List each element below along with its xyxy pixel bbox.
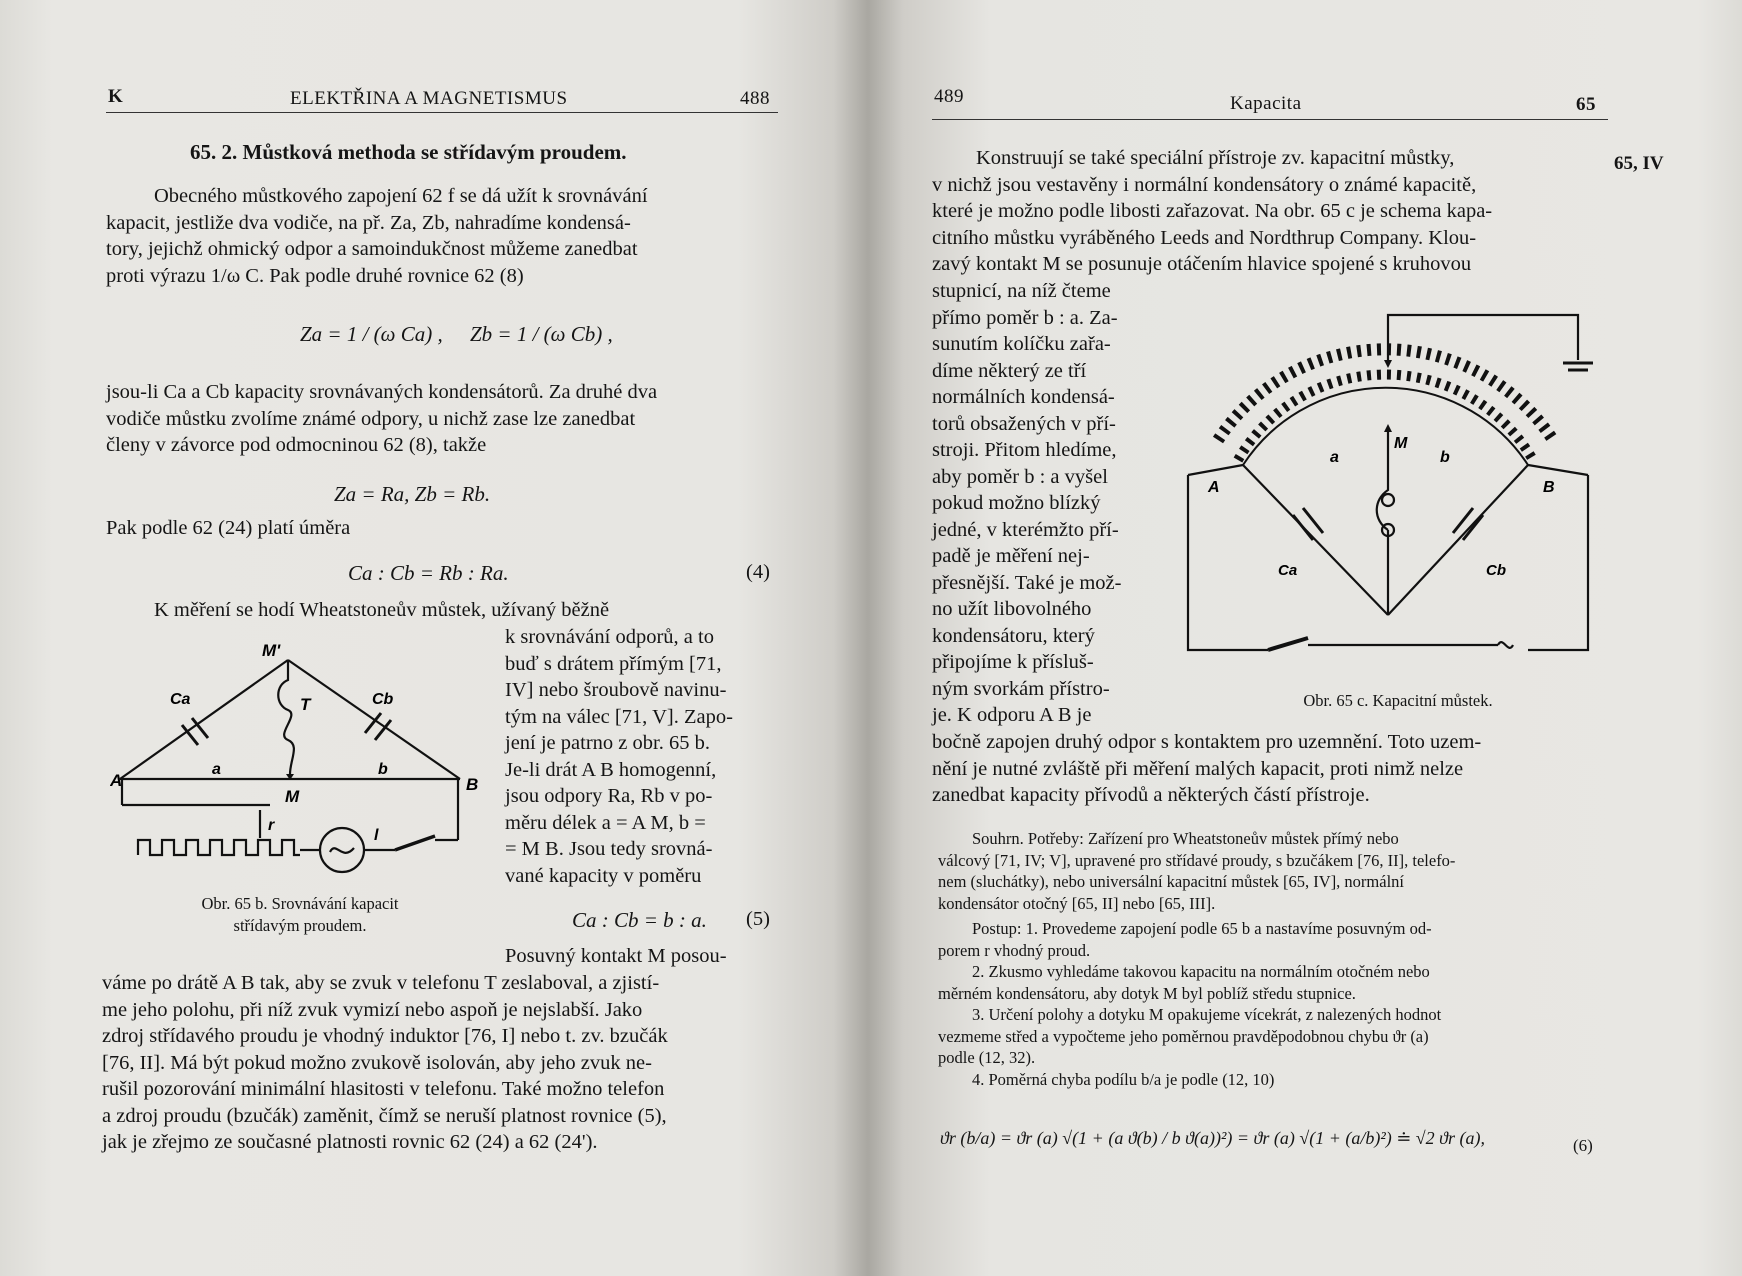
label-ca: Ca	[1278, 562, 1298, 579]
label-a-segment: a	[212, 761, 221, 778]
line: rušil pozorování minimální hlasitosti v telefonu. Také možno telefon	[102, 1078, 665, 1100]
line: přímo poměr b : a. Za-	[932, 306, 1118, 329]
equation-6: ϑr (b/a) = ϑr (a) √(1 + (a ϑ(b) / b ϑ(a))²) = ϑr (a) √(1 + (a/b)²) ≐ √2 ϑr (a),	[940, 1128, 1486, 1148]
line: citního můstku vyráběného Leeds and Nordthrup Company. Klou-	[932, 226, 1477, 249]
paragraph-1-side	[932, 278, 1148, 729]
line: zdroj střídavého proudu je vhodný induktor [76, I] nebo t. zv. bzučák	[102, 1025, 668, 1047]
line: me jeho polohu, při níž zvuk vymizí nebo aspoň je nejslabší. Jako	[102, 998, 643, 1021]
label-b-segment: b	[1440, 449, 1450, 466]
line: nění je nutné zvláště při měření malých kapacit, proti nimž nelze	[932, 757, 1464, 780]
line: sunutím kolíčku zařa-	[932, 333, 1111, 355]
slider-arrow	[1384, 424, 1392, 432]
contact-circle	[1382, 494, 1394, 506]
equation-4-number: (5)	[746, 908, 770, 930]
line: je. K odporu A B je	[932, 704, 1092, 726]
equation-3: Ca : Cb = Rb : Ra.	[348, 561, 509, 585]
wire-right-loop	[1528, 475, 1588, 650]
label-cb: Cb	[1486, 562, 1506, 579]
line: válcový [71, IV; V], upravené pro střídavé proudy, s bzučákem [76, II], telefo-	[938, 850, 1456, 870]
line: tým na válec [71, V]. Zapo-	[505, 705, 733, 728]
ac-source	[320, 828, 364, 872]
wire-ca	[1243, 465, 1388, 615]
label-b-node: B	[466, 775, 479, 794]
label-m: M	[285, 787, 300, 806]
procedure	[938, 918, 1606, 1090]
line: jsou-li Ca a Cb kapacity srovnávaných kondensátorů. Za druhé dva	[106, 381, 658, 403]
page-number: 488	[740, 88, 770, 109]
equation-2: Za = Ra, Zb = Rb.	[334, 482, 491, 506]
summary	[938, 828, 1606, 914]
line: 4. Poměrná chyba podílu b/a je podle (12, 10)	[972, 1069, 1275, 1089]
equation-3-number: (4)	[746, 561, 770, 583]
telephone-wire	[278, 660, 294, 774]
label-b-node: B	[1543, 479, 1555, 496]
label-m-prime: M'	[262, 641, 281, 660]
figure-65b-caption	[140, 893, 460, 937]
line: jak je zřejmo ze současné platnosti rovnic 62 (24) a 62 (24').	[102, 1131, 598, 1153]
paragraph-1-rest	[932, 729, 1608, 809]
line: připojíme k přísluš-	[932, 651, 1094, 673]
line: a zdroj proudu (bzučák) zaměnit, čímž se neruší platnost rovnice (5),	[102, 1104, 667, 1127]
line: měru délek a = A M, b =	[505, 811, 706, 834]
line: členy v závorce pod odmocninou 62 (8), takže	[106, 434, 487, 456]
header-rule	[106, 112, 778, 113]
wire-to-m	[1377, 430, 1388, 530]
line: porem r vhodný proud.	[938, 940, 1091, 960]
line: vané kapacity v poměru	[505, 864, 702, 887]
equation-1a: Za = 1 / (ω Ca) ,	[300, 322, 443, 346]
line: kondensátoru, který	[932, 624, 1095, 647]
line: díme některý ze tří	[932, 359, 1087, 382]
ac-symbol	[330, 848, 354, 853]
line: váme po drátě A B tak, aby se zvuk v telefonu T zeslaboval, a zjistí-	[102, 972, 660, 994]
line: Posuvný kontakt M posou-	[505, 945, 727, 967]
line: které je možno podle libosti zařazovat. Na obr. 65 c je schema kapa-	[932, 200, 1493, 222]
line: Je-li drát A B homogenní,	[505, 758, 717, 781]
page-number: 489	[934, 86, 964, 107]
label-r: r	[268, 817, 275, 834]
line: tory, jejichž ohmický odpor a samoindukčnost můžeme zanedbat	[106, 238, 638, 260]
line: [76, II]. Má být pokud možno zvukově isolován, aby jeho zvuk ne-	[102, 1051, 652, 1074]
line: Obecného můstkového zapojení 62 f se dá užít k srovnávání	[154, 185, 648, 207]
wire-left-upper	[120, 660, 288, 779]
paragraph-2	[106, 379, 778, 459]
label-b-segment: b	[378, 761, 388, 778]
label-a-segment: a	[1330, 449, 1339, 466]
line: přesnější. Také je mož-	[932, 571, 1122, 594]
line: torů obsažených v pří-	[932, 412, 1116, 435]
ground-wire	[1388, 315, 1578, 360]
resistor-arc-inner	[1243, 388, 1528, 465]
line: zanedbat kapacity přívodů a některých částí přístroje.	[932, 784, 1370, 806]
header-section: 65	[1576, 94, 1596, 115]
line: kondensátor otočný [65, II] nebo [65, III].	[938, 893, 1216, 913]
line: normálních kondensá-	[932, 386, 1115, 408]
line: zavý kontakt M se posunuje otáčením hlavice spojené s kruhovou	[932, 253, 1472, 275]
label-m: M	[1394, 435, 1408, 452]
line: podle (12, 32).	[938, 1048, 1036, 1067]
line: kapacit, jestliže dva vodiče, na př. Za, Zb, nahradíme kondensá-	[106, 211, 631, 234]
right-page	[868, 0, 1742, 1276]
ac-symbol	[1498, 642, 1513, 648]
label-ca: Ca	[170, 691, 191, 708]
line: buď s drátem přímým [71,	[505, 652, 722, 675]
line: 3. Určení polohy a dotyku M opakujeme vícekrát, z nalezených hodnot	[972, 1005, 1442, 1024]
line: stroji. Přitom hledíme,	[932, 439, 1117, 461]
line: bočně zapojen druhý odpor s kontaktem pro uzemnění. Toto uzem-	[932, 731, 1482, 753]
margin-reference: 65, IV	[1614, 153, 1664, 174]
label-a-node: A	[1208, 479, 1220, 496]
line: ným svorkám přístro-	[932, 677, 1110, 700]
line: aby poměr b : a vyšel	[932, 465, 1108, 488]
left-page	[0, 0, 868, 1276]
line: stupnicí, na níž čteme	[932, 280, 1111, 302]
wire-cb	[1388, 465, 1528, 615]
paragraph-5-first	[505, 943, 778, 970]
line: k srovnávání odporů, a to	[505, 626, 714, 648]
wire-a-left	[1188, 465, 1243, 475]
line: no užít libovolného	[932, 598, 1092, 620]
paragraph-4-side	[505, 624, 778, 889]
header-title: Kapacita	[1230, 93, 1302, 114]
label-l: l	[374, 827, 379, 844]
switch-key	[1268, 638, 1308, 650]
line: pokud možno blízký	[932, 492, 1101, 514]
line: jení je patrno z obr. 65 b.	[505, 732, 710, 754]
line: měrném kondensátoru, aby dotyk M byl poblíž středu stupnice.	[938, 983, 1356, 1003]
header-letter: K	[108, 86, 124, 107]
line: 2. Zkusmo vyhledáme takovou kapacitu na normálním otočném nebo	[972, 962, 1430, 981]
equation-6-number: (6)	[1573, 1136, 1593, 1155]
paragraph-5	[102, 970, 778, 1156]
line: v nichž jsou vestavěny i normální kondensátory o známé kapacitě,	[932, 173, 1477, 196]
line: nem (sluchátky), nebo universální kapacitní můstek [65, IV], normální	[938, 872, 1405, 891]
switch-key	[395, 836, 435, 850]
wire-b-right	[1528, 465, 1588, 475]
equation-4: Ca : Cb = b : a.	[572, 908, 707, 932]
line: K měření se hodí Wheatstoneův můstek, užívaný běžně	[154, 599, 610, 621]
line: IV] nebo šroubově navinu-	[505, 679, 727, 701]
label-cb: Cb	[372, 691, 394, 708]
paragraph-1	[106, 183, 778, 289]
line: Souhrn. Potřeby: Zařízení pro Wheatstoneův můstek přímý nebo	[972, 829, 1399, 848]
paragraph-4	[106, 597, 778, 624]
line: Konstruují se také speciální přístroje zv. kapacitní můstky,	[976, 147, 1455, 169]
equation-1b: Zb = 1 / (ω Cb) ,	[470, 322, 613, 346]
line: = M B. Jsou tedy srovná-	[505, 838, 713, 860]
header-rule	[932, 119, 1608, 120]
paragraph-3: Pak podle 62 (24) platí úměra	[106, 517, 351, 539]
line: vezmeme střed a vypočteme jeho poměrnou pravděpodobnou chybu ϑr (a)	[938, 1026, 1429, 1046]
caption-line: Obr. 65 b. Srovnávání kapacit	[201, 894, 399, 913]
wire-left-loop	[1188, 475, 1268, 650]
capacitor-a-plate1	[182, 725, 198, 745]
header-title: ELEKTŘINA A MAGNETISMUS	[290, 88, 568, 109]
rheostat	[138, 840, 300, 855]
label-a-node: A	[110, 771, 123, 790]
contact-arrow	[1384, 360, 1392, 368]
caption-line: střídavým proudem.	[233, 916, 367, 935]
line: Postup: 1. Provedeme zapojení podle 65 b a nastavíme posuvným od-	[972, 919, 1432, 938]
line: padě je měření nej-	[932, 545, 1090, 567]
line: jedné, v kterémžto pří-	[932, 518, 1119, 541]
section-title: 65. 2. Můstková methoda se střídavým proudem.	[190, 140, 627, 164]
figure-65b-diagram	[110, 640, 490, 880]
line: proti výrazu 1/ω C. Pak podle druhé rovnice 62 (8)	[106, 264, 524, 287]
paragraph-1	[932, 145, 1608, 278]
figure-65c-diagram	[1168, 300, 1618, 680]
line: vodiče můstku zvolíme známé odpory, u nichž zase lze zanedbat	[106, 407, 636, 430]
figure-65c-caption: Obr. 65 c. Kapacitní můstek.	[1303, 691, 1493, 710]
label-t: T	[300, 695, 311, 714]
line: jsou odpory Ra, Rb v po-	[505, 785, 713, 807]
